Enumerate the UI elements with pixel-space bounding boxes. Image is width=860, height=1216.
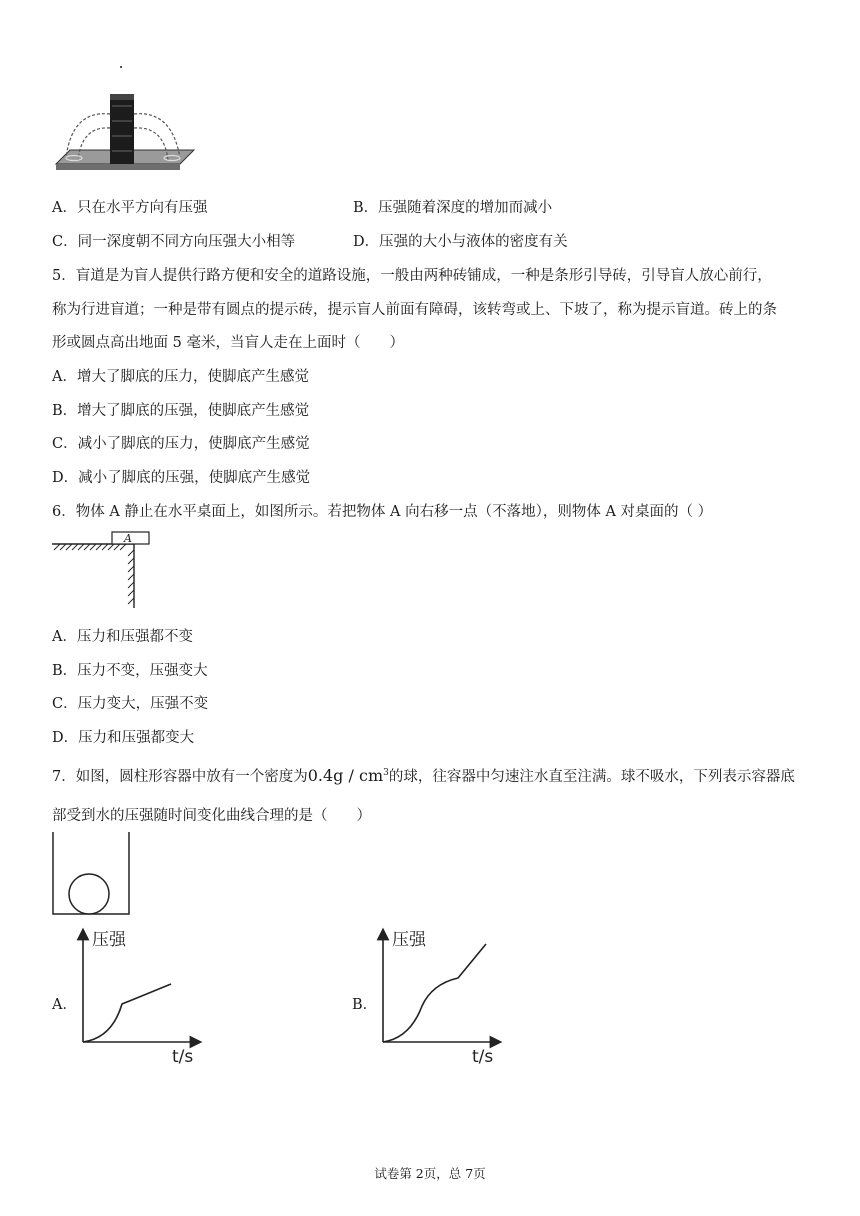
q6-figure bbox=[52, 530, 162, 610]
q7-option-a-label[interactable]: A． bbox=[52, 997, 77, 1013]
q7-stem-post: 的球，往容器中匀速注水直至注满。球不吸水，下列表示容器底 bbox=[388, 769, 795, 785]
q5-option-a[interactable]: A．增大了脚底的压力，使脚底产生感觉 bbox=[52, 369, 309, 385]
q7-graph-b[interactable] bbox=[370, 928, 510, 1068]
graph-b-y-label: 压强 bbox=[392, 930, 426, 950]
q6-option-b[interactable]: B．压力不变，压强变大 bbox=[52, 663, 208, 679]
q6-option-d[interactable]: D．压力和压强都变大 bbox=[52, 730, 195, 746]
q4-option-b[interactable]: B．压强随着深度的增加而减小 bbox=[353, 200, 553, 216]
ball-icon bbox=[69, 874, 109, 914]
graph-a-y-label: 压强 bbox=[92, 930, 126, 950]
q4-option-d[interactable]: D．压强的大小与液体的密度有关 bbox=[353, 234, 568, 250]
q7-option-b-label[interactable]: B． bbox=[352, 997, 378, 1013]
q7-density-exp: 3 bbox=[383, 768, 389, 778]
q5-option-b[interactable]: B．增大了脚底的压强，使脚底产生感觉 bbox=[52, 403, 310, 419]
q7-stem-pre: 7．如图，圆柱形容器中放有一个密度为 bbox=[52, 769, 308, 785]
q4-option-c[interactable]: C．同一深度朝不同方向压强大小相等 bbox=[52, 234, 296, 250]
graph-a-x-label: t/s bbox=[172, 1047, 194, 1067]
q6-figure-label: A bbox=[124, 532, 132, 545]
q6-option-c[interactable]: C．压力变大，压强不变 bbox=[52, 696, 209, 712]
q4-figure bbox=[52, 66, 202, 176]
q4-option-a[interactable]: A．只在水平方向有压强 bbox=[52, 200, 208, 216]
q7-stem-line1 bbox=[52, 765, 795, 786]
q6-option-a[interactable]: A．压力和压强都不变 bbox=[52, 629, 193, 645]
q5-option-c[interactable]: C．减小了脚底的压力，使脚底产生感觉 bbox=[52, 436, 310, 452]
q5-stem-line1: 5．盲道是为盲人提供行路方便和安全的道路设施，一般由两种砖铺成，一种是条形引导砖，引导盲人放心前行， bbox=[52, 268, 772, 284]
q7-graph-a[interactable] bbox=[70, 928, 210, 1068]
graph-b-curve bbox=[383, 944, 486, 1042]
page-footer: 试卷第 2页，总 7页 bbox=[374, 1166, 486, 1181]
q5-option-d[interactable]: D．减小了脚底的压强，使脚底产生感觉 bbox=[52, 470, 311, 486]
q5-stem-line3: 形或圆点高出地面 5 毫米，当盲人走在上面时（ ） bbox=[52, 335, 404, 351]
q7-container-figure bbox=[52, 832, 132, 917]
graph-a-curve bbox=[83, 984, 171, 1042]
q5-stem-line2: 称为行进盲道；一种是带有圆点的提示砖，提示盲人前面有障碍，该转弯或上、下坡了，称为提示盲道。砖上的条 bbox=[52, 302, 777, 318]
q7-stem-line2: 部受到水的压强随时间变化曲线合理的是（ ） bbox=[52, 808, 371, 824]
q7-density-value: 0.4g / cm bbox=[307, 766, 384, 785]
q6-stem: 6．物体 A 静止在水平桌面上，如图所示。若把物体 A 向右移一点（不落地），则物体 A 对桌面的（ ） bbox=[52, 504, 713, 520]
graph-b-x-label: t/s bbox=[472, 1047, 494, 1067]
